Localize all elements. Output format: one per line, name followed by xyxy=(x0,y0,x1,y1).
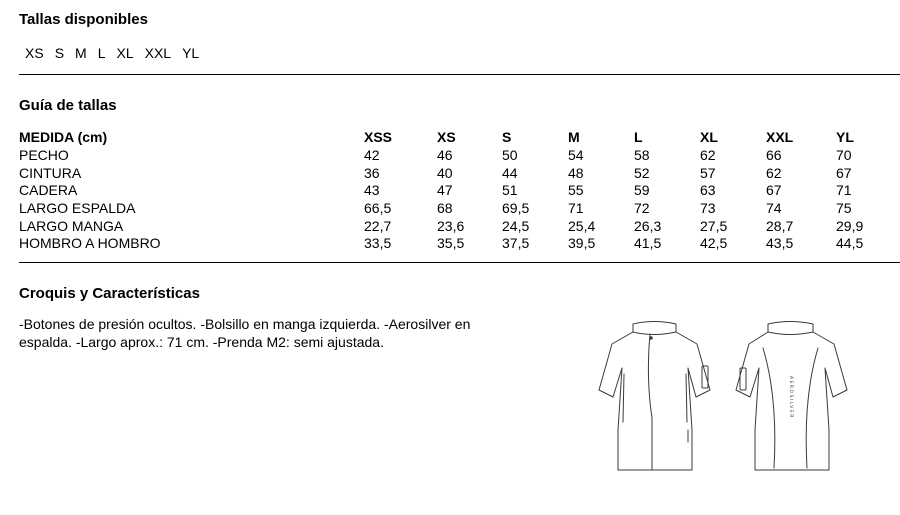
header-size: XL xyxy=(700,129,718,146)
table-cell: 47 xyxy=(437,182,453,199)
measure-label: CINTURA xyxy=(19,164,82,181)
size-item: YL xyxy=(182,45,200,61)
table-cell: 69,5 xyxy=(502,200,530,217)
available-sizes-list xyxy=(25,45,199,61)
table-cell: 46 xyxy=(437,147,453,164)
size-item: M xyxy=(75,45,87,61)
table-cell: 51 xyxy=(502,182,518,199)
measure-label: PECHO xyxy=(19,147,69,164)
sketch-section-title: Croquis y Características xyxy=(19,285,200,302)
table-cell: 58 xyxy=(634,147,650,164)
table-cell: 48 xyxy=(568,164,584,181)
size-guide-title: Guía de tallas xyxy=(19,97,117,114)
table-cell: 62 xyxy=(700,147,716,164)
table-cell: 27,5 xyxy=(700,217,728,234)
table-cell: 39,5 xyxy=(568,235,596,252)
table-row xyxy=(19,164,896,182)
table-cell: 33,5 xyxy=(364,235,392,252)
table-cell: 44,5 xyxy=(836,235,864,252)
table-cell: 54 xyxy=(568,147,584,164)
table-cell: 62 xyxy=(766,164,782,181)
table-cell: 70 xyxy=(836,147,852,164)
table-row xyxy=(19,147,896,165)
measure-label: CADERA xyxy=(19,182,78,199)
table-row xyxy=(19,235,896,253)
table-cell: 71 xyxy=(568,200,584,217)
features-description: -Botones de presión ocultos. -Bolsillo en manga izquierda. -Aerosilver en espalda. -Largo aprox.: 71 cm. -Prenda M2: semi ajustada. xyxy=(19,316,471,350)
jacket-front-icon xyxy=(599,322,710,471)
table-cell: 29,9 xyxy=(836,217,864,234)
size-item: XXL xyxy=(144,45,172,61)
table-cell: 50 xyxy=(502,147,518,164)
size-item: XS xyxy=(25,45,44,61)
table-cell: 42,5 xyxy=(700,235,728,252)
table-cell: 42 xyxy=(364,147,380,164)
measure-label: HOMBRO A HOMBRO xyxy=(19,235,161,252)
size-item: XL xyxy=(116,45,134,61)
size-item: S xyxy=(54,45,65,61)
table-cell: 52 xyxy=(634,164,650,181)
size-guide-table xyxy=(19,129,896,253)
table-cell: 71 xyxy=(836,182,852,199)
header-size: L xyxy=(634,129,643,146)
table-row xyxy=(19,217,896,235)
header-measure: MEDIDA (cm) xyxy=(19,129,108,146)
table-cell: 23,6 xyxy=(437,217,465,234)
table-cell: 75 xyxy=(836,200,852,217)
measure-label: LARGO ESPALDA xyxy=(19,200,136,217)
table-cell: 57 xyxy=(700,164,716,181)
header-size: XSS xyxy=(364,129,393,146)
table-cell: 55 xyxy=(568,182,584,199)
table-cell: 36 xyxy=(364,164,380,181)
table-row xyxy=(19,200,896,218)
garment-sketch xyxy=(588,318,858,478)
table-cell: 35,5 xyxy=(437,235,465,252)
table-cell: 25,4 xyxy=(568,217,596,234)
header-size: M xyxy=(568,129,580,146)
table-cell: 24,5 xyxy=(502,217,530,234)
table-cell: 67 xyxy=(766,182,782,199)
table-cell: 41,5 xyxy=(634,235,662,252)
section-divider xyxy=(19,262,900,263)
table-cell: 44 xyxy=(502,164,518,181)
table-cell: 40 xyxy=(437,164,453,181)
back-print-label: AEROSILVER xyxy=(788,376,793,419)
size-item: L xyxy=(97,45,106,61)
table-cell: 22,7 xyxy=(364,217,392,234)
header-size: S xyxy=(502,129,512,146)
header-size: XS xyxy=(437,129,456,146)
table-cell: 74 xyxy=(766,200,782,217)
measure-label: LARGO MANGA xyxy=(19,217,124,234)
table-cell: 59 xyxy=(634,182,650,199)
table-cell: 26,3 xyxy=(634,217,662,234)
table-cell: 66,5 xyxy=(364,200,392,217)
section-divider xyxy=(19,74,900,75)
table-cell: 28,7 xyxy=(766,217,794,234)
table-cell: 73 xyxy=(700,200,716,217)
table-cell: 63 xyxy=(700,182,716,199)
header-size: YL xyxy=(836,129,854,146)
header-size: XXL xyxy=(766,129,794,146)
table-cell: 66 xyxy=(766,147,782,164)
table-cell: 37,5 xyxy=(502,235,530,252)
table-cell: 72 xyxy=(634,200,650,217)
table-cell: 43,5 xyxy=(766,235,794,252)
table-header-row xyxy=(19,129,896,147)
table-cell: 68 xyxy=(437,200,453,217)
table-row xyxy=(19,182,896,200)
available-sizes-title: Tallas disponibles xyxy=(19,11,148,28)
jacket-back-icon xyxy=(736,322,847,471)
table-cell: 43 xyxy=(364,182,380,199)
table-cell: 67 xyxy=(836,164,852,181)
